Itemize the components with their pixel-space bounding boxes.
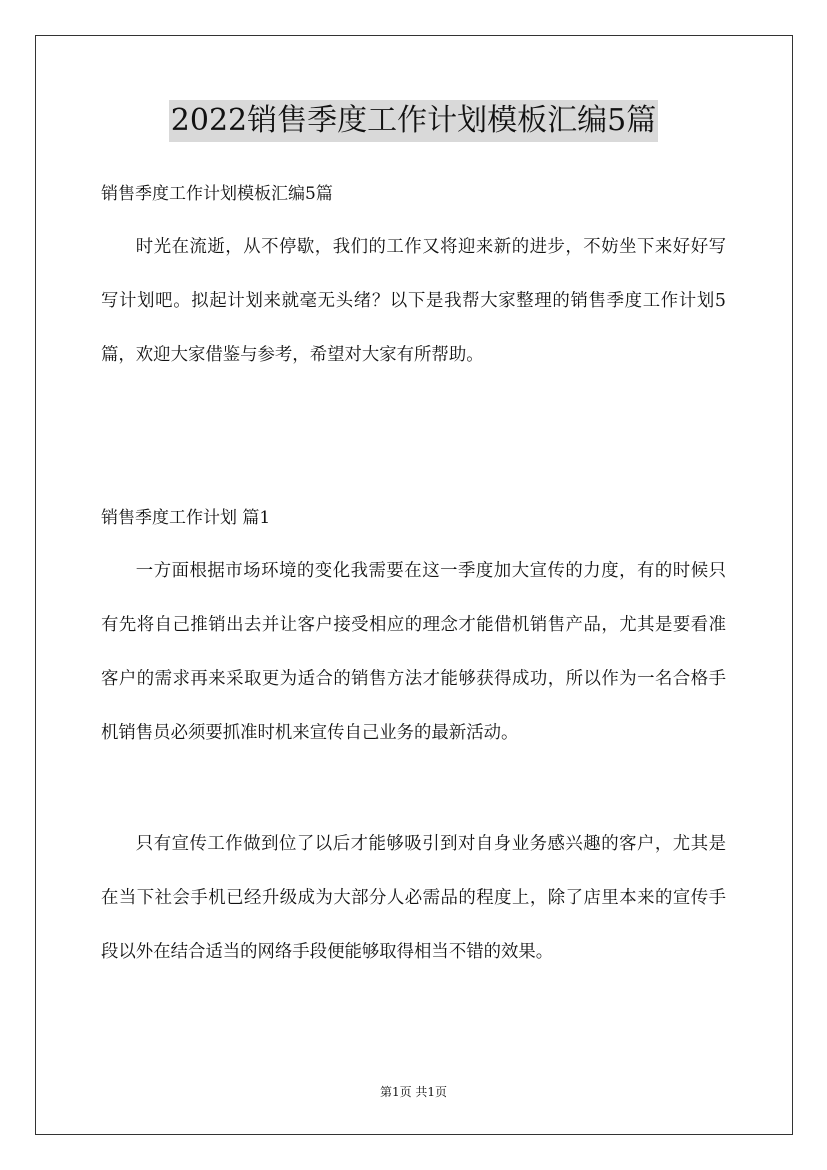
intro-paragraph: 时光在流逝，从不停歇，我们的工作又将迎来新的进步，不妨坐下来好好写写计划吧。拟起计划来就毫无头绪？以下是我帮大家整理的销售季度工作计划5篇，欢迎大家借鉴与参考，希望对大家有所帮助。	[101, 237, 726, 365]
title-container	[0, 100, 827, 142]
body-paragraph-1: 一方面根据市场环境的变化我需要在这一季度加大宣传的力度，有的时候只有先将自己推销出去并让客户接受相应的理念才能借机销售产品，尤其是要看准客户的需求再来采取更为适合的销售方法才能够获得成功，所以作为一名合格手机销售员必须要抓准时机来宣传自己业务的最新活动。	[101, 561, 726, 743]
page-footer: 第1页 共1页	[379, 1085, 448, 1099]
body-paragraph-2: 只有宣传工作做到位了以后才能够吸引到对自身业务感兴趣的客户，尤其是在当下社会手机已经升级成为大部分人必需品的程度上，除了店里本来的宣传手段以外在结合适当的网络手段便能够取得相当不错的效果。	[101, 834, 726, 962]
document-subtitle: 销售季度工作计划模板汇编5篇	[101, 184, 333, 204]
section-heading: 销售季度工作计划 篇1	[101, 508, 271, 528]
document-title: 2022销售季度工作计划模板汇编5篇	[169, 100, 658, 142]
